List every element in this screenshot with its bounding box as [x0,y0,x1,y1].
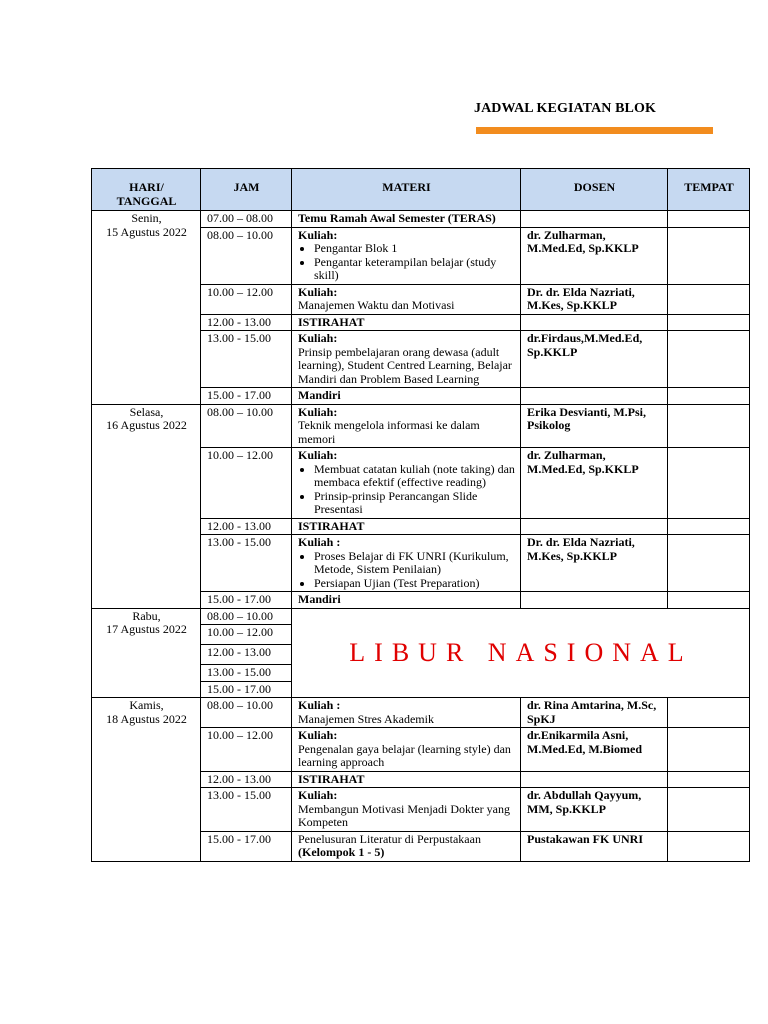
time-cell: 12.00 - 13.00 [201,518,292,535]
tempat-cell [668,592,750,609]
materi-title: Kuliah : [298,535,341,549]
table-row [92,211,750,228]
tempat-cell [668,227,750,284]
day-cell-kamis [92,698,201,862]
materi-title: Kuliah: [298,331,338,345]
materi-title: Mandiri [298,388,341,402]
time-cell: 10.00 – 12.00 [201,284,292,314]
materi-title: ISTIRAHAT [298,518,365,533]
header-dosen: DOSEN [521,169,668,211]
materi-point: • Pengantar Blok 1 [314,242,515,256]
materi-cell [292,592,521,609]
time-cell: 08.00 – 10.00 [201,227,292,284]
header-hari: HARI/ TANGGAL [92,169,201,211]
time-cell: 12.00 - 13.00 [201,771,292,788]
header-materi: MATERI [292,169,521,211]
dosen-cell: dr. Zulharman, M.Med.Ed, Sp.KKLP [521,227,668,284]
time-cell: 15.00 - 17.00 [201,592,292,609]
day-cell-rabu [92,608,201,698]
materi-cell [292,448,521,519]
materi-cell [292,404,521,448]
holiday-banner: LIBUR NASIONAL [292,608,750,698]
dosen-cell [521,388,668,405]
materi-cell [292,388,521,405]
time-cell: 13.00 - 15.00 [201,788,292,832]
dosen-cell [521,211,668,228]
materi-point: • Membuat catatan kuliah (note taking) dan membaca efektif (effective reading) [314,463,515,490]
time-cell: 10.00 – 12.00 [201,728,292,772]
materi-cell [292,331,521,388]
materi-title: Kuliah: [298,728,338,742]
tempat-cell [668,771,750,788]
day-name: Selasa, [129,404,164,419]
materi-cell [292,698,521,728]
time-cell: 08.00 – 10.00 [201,404,292,448]
time-cell: 15.00 - 17.00 [201,831,292,861]
time-cell: 15.00 - 17.00 [201,388,292,405]
materi-cell [292,227,521,284]
tempat-cell [668,728,750,772]
dosen-cell [521,314,668,331]
materi-cell [292,518,521,535]
materi-desc: Manajemen Stres Akademik [298,711,434,726]
day-cell-selasa [92,404,201,608]
time-cell: 13.00 - 15.00 [201,665,292,682]
day-date: 16 Agustus 2022 [106,418,187,432]
tempat-cell [668,388,750,405]
dosen-cell [521,771,668,788]
materi-point: • Prinsip-prinsip Perancangan Slide Presentasi [314,490,515,517]
materi-desc: Teknik mengelola informasi ke dalam memori [298,418,480,446]
tempat-cell [668,331,750,388]
materi-title: Kuliah: [298,788,338,802]
time-cell: 10.00 – 12.00 [201,625,292,645]
materi-point: • Persiapan Ujian (Test Preparation) [314,577,515,591]
time-cell: 08.00 – 10.00 [201,608,292,625]
header-tempat: TEMPAT [668,169,750,211]
dosen-cell: Pustakawan FK UNRI [521,831,668,861]
materi-title: Temu Ramah Awal Semester (TERAS) [298,211,496,225]
dosen-cell: dr.Enikarmila Asni, M.Med.Ed, M.Biomed [521,728,668,772]
tempat-cell [668,535,750,592]
materi-title: Mandiri [298,592,341,606]
dosen-cell [521,518,668,535]
materi-desc: Membangun Motivasi Menjadi Dokter yang Kompeten [298,801,510,829]
dosen-cell: dr. Zulharman, M.Med.Ed, Sp.KKLP [521,448,668,519]
materi-title: Kuliah: [298,284,338,299]
materi-cell [292,771,521,788]
time-cell: 07.00 – 08.00 [201,211,292,228]
materi-point: • Pengantar keterampilan belajar (study skill) [314,256,515,283]
materi-cell [292,831,521,861]
time-cell: 12.00 - 13.00 [201,314,292,331]
materi-cell [292,788,521,832]
materi-cell [292,728,521,772]
day-cell-senin [92,211,201,405]
tempat-cell [668,404,750,448]
time-cell: 13.00 - 15.00 [201,331,292,388]
table-row [92,698,750,728]
materi-cell [292,314,521,331]
page-title: JADWAL KEGIATAN BLOK [474,101,656,116]
materi-group: (Kelompok 1 - 5) [298,845,385,859]
tempat-cell [668,284,750,314]
tempat-cell [668,831,750,861]
tempat-cell [668,518,750,535]
tempat-cell [668,448,750,519]
time-cell: 15.00 - 17.00 [201,681,292,698]
day-name: Kamis, [129,698,164,712]
materi-title: ISTIRAHAT [298,314,365,329]
dosen-cell: Dr. dr. Elda Nazriati, M.Kes, Sp.KKLP [521,535,668,592]
table-row [92,608,750,625]
materi-cell [292,535,521,592]
materi-point: • Proses Belajar di FK UNRI (Kurikulum, Metode, Sistem Penilaian) [314,550,515,577]
title-underline-bar [476,127,713,134]
time-cell: 08.00 – 10.00 [201,698,292,728]
materi-title: ISTIRAHAT [298,771,365,786]
materi-title: Kuliah : [298,698,341,712]
materi-title: Kuliah: [298,227,338,242]
tempat-cell [668,788,750,832]
materi-cell [292,211,521,228]
time-cell: 13.00 - 15.00 [201,535,292,592]
header-jam: JAM [201,169,292,211]
time-cell: 12.00 - 13.00 [201,645,292,665]
time-cell: 10.00 – 12.00 [201,448,292,519]
dosen-cell: dr. Abdullah Qayyum, MM, Sp.KKLP [521,788,668,832]
day-date: 15 Agustus 2022 [106,224,187,239]
materi-cell [292,284,521,314]
dosen-cell: Erika Desvianti, M.Psi, Psikolog [521,404,668,448]
tempat-cell [668,211,750,228]
materi-desc: Manajemen Waktu dan Motivasi [298,298,455,312]
dosen-cell: dr. Rina Amtarina, M.Sc, SpKJ [521,698,668,728]
materi-desc: Penelusuran Literatur di Perpustakaan [298,831,481,846]
dosen-cell: dr.Firdaus,M.Med.Ed, Sp.KKLP [521,331,668,388]
materi-title: Kuliah: [298,404,338,419]
day-date: 17 Agustus 2022 [106,622,187,636]
dosen-cell [521,592,668,609]
tempat-cell [668,698,750,728]
materi-title: Kuliah: [298,448,338,462]
schedule-table [91,168,750,862]
table-row [92,404,750,448]
day-name: Senin, [131,211,162,225]
dosen-cell: Dr. dr. Elda Nazriati, M.Kes, Sp.KKLP [521,284,668,314]
tempat-cell [668,314,750,331]
materi-desc: Prinsip pembelajaran orang dewasa (adult learning), Student Centred Learning, Belajar Mandiri dan Problem Based Learning [298,344,512,386]
day-name: Rabu, [132,608,161,623]
day-date: 18 Agustus 2022 [106,711,187,726]
materi-desc: Pengenalan gaya belajar (learning style) dan learning approach [298,741,511,769]
